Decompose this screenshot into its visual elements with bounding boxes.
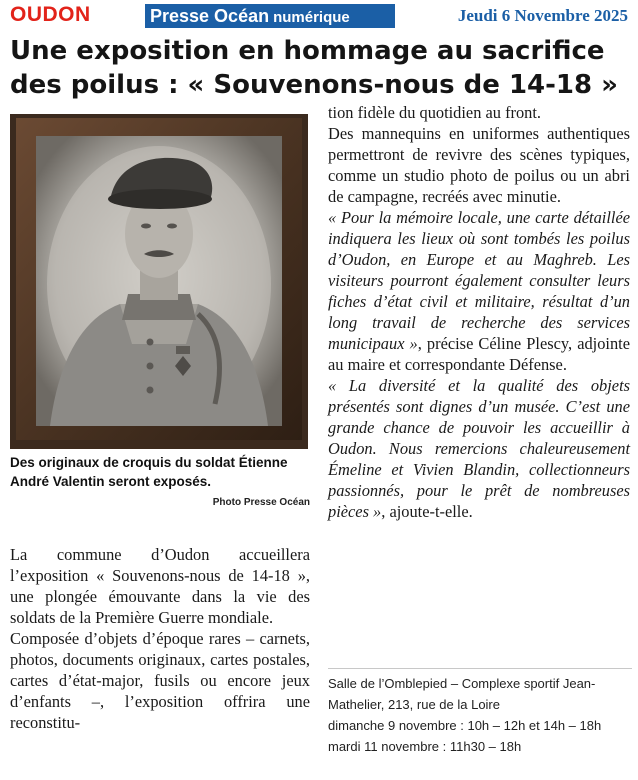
- article-paragraph: tion fidèle du quotidien au front.: [328, 103, 542, 122]
- section-label: OUDON: [10, 3, 91, 26]
- article-column-left: [10, 544, 310, 733]
- photo-credit: Photo Presse Océan: [212, 497, 310, 508]
- article-paragraph-quote: [328, 207, 630, 375]
- newspaper-logo: [145, 4, 395, 28]
- article-column-right: [328, 102, 630, 522]
- article-paragraph: Des mannequins en uniformes authentiques permettront de revivre des scènes typiques, comme un studio photo de poilus ou un abri de campagne, recréés avec minutie.: [328, 124, 630, 206]
- quote-attribution: , précise Céline Plescy, adjointe au maire et correspondante Défense.: [328, 334, 630, 374]
- quote-text: « La diversité et la qualité des objets présentés sont dignes d’un musée. C’est une grande chance de pouvoir les accueillir à Oudon. Nous remercions chaleureusement Émeline et Vivien Blandin, collectionneurs passionnés, pour le prêt de nombreuses pièces »: [328, 376, 630, 521]
- event-venue-address: Mathelier, 213, rue de la Loire: [328, 697, 500, 712]
- event-info-box: [328, 668, 632, 757]
- brand-edition: numérique: [273, 9, 350, 26]
- quote-attribution: , ajoute-t-elle.: [381, 502, 473, 521]
- page-header: [0, 0, 638, 34]
- article-paragraph-quote: [328, 375, 630, 522]
- event-hours-sunday: dimanche 9 novembre : 10h – 12h et 14h – 18h: [328, 718, 602, 733]
- article-headline: Une exposition en hommage au sacrifice des poilus : « Souvenons-nous de 14-18 »: [10, 36, 618, 100]
- article-photo: [10, 114, 308, 449]
- event-venue: Salle de l’Omblepied – Complexe sportif Jean-: [328, 676, 596, 691]
- issue-date: Jeudi 6 Novembre 2025: [457, 6, 628, 25]
- brand-name: Presse Océan: [150, 6, 270, 26]
- quote-text: « Pour la mémoire locale, une carte détaillée indiquera les lieux où sont tombés les poilus d’Oudon, en Europe et au Maghreb. Les visiteurs pourront également consulter leurs fiches d’état civil et militaire, résultat d’un long travail de recherche des services municipaux »: [328, 208, 630, 353]
- event-hours-tuesday: mardi 11 novembre : 11h30 – 18h: [328, 739, 522, 754]
- framed-portrait-image: [10, 114, 308, 449]
- article-paragraph: Composée d’objets d’époque rares – carnets, photos, documents originaux, cartes postales, cartes d’état-major, fusils ou encore jeux d’enfants –, l’exposition offrira une reconstitu-: [10, 629, 310, 732]
- article-paragraph: La commune d’Oudon accueillera l’exposition « Souvenons-nous de 14-18 », une plongée émouvante dans la vie des soldats de la Première Guerre mondiale.: [10, 545, 310, 627]
- photo-caption: Des originaux de croquis du soldat Étienne André Valentin seront exposés.: [10, 455, 288, 489]
